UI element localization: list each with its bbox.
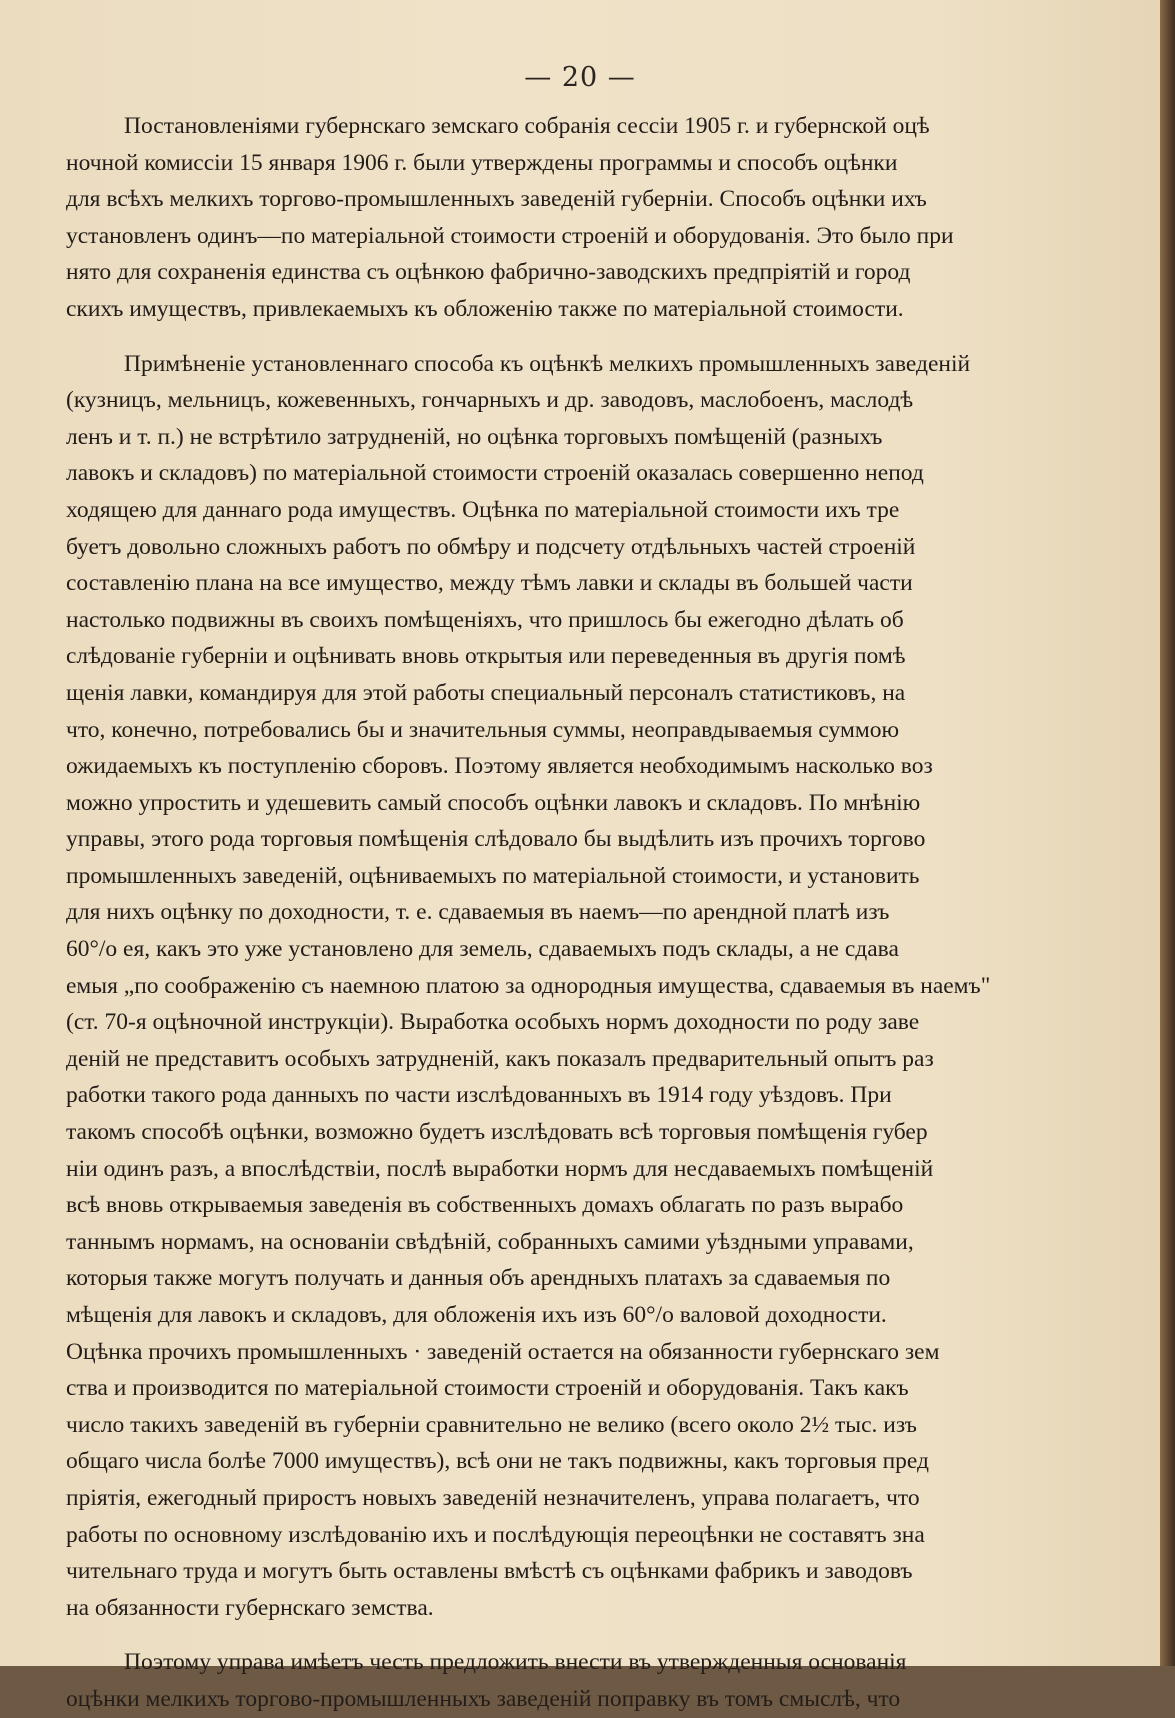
text-line: составленію плана на все имущество, между тѣмъ лавки и склады въ большей части [66,570,913,597]
text-line: число такихъ заведеній въ губерніи сравнительно не велико (всего около 2½ тыс. изъ [66,1411,917,1438]
text-line: можно упростить и удешевить самый способъ оцѣнки лавокъ и складовъ. По мнѣнію [66,789,921,816]
paragraph [66,108,1160,328]
text-line: для нихъ оцѣнку по доходности, т. е. сдаваемыя въ наемъ—по арендной платѣ изъ [66,899,890,926]
paragraph [66,346,1160,1627]
text-line: управы, этого рода торговыя помѣщенія слѣдовало бы выдѣлить изъ прочихъ торгово [66,826,926,853]
text-line: промышленныхъ заведеній, оцѣниваемыхъ по матеріальной стоимости, и установить [66,862,920,889]
text-line: таннымъ нормамъ, на основаніи свѣдѣній, собранныхъ самими уѣздными управами, [66,1228,914,1255]
text-line: (ст. 70-я оцѣночной инструкціи). Выработка особыхъ нормъ доходности по роду заве [66,1009,920,1036]
text-line: щенія лавки, командируя для этой работы специальный персоналъ статистиковъ, на [66,679,906,706]
text-line: нято для сохраненія единства съ оцѣнкою фабрично-заводскихъ предпріятій и город [66,259,911,286]
page-number: — 20 — [524,62,636,93]
text-line: которыя также могутъ получать и данныя объ арендныхъ платахъ за сдаваемыя по [66,1265,891,1292]
text-line: ства и производится по матеріальной стоимости строеній и оборудованія. Такъ какъ [66,1375,909,1402]
paragraph-gap [66,1626,1160,1644]
text-line: чительнаго труда и могутъ быть оставлены вмѣстѣ съ оцѣнками фабрикъ и заводовъ [66,1558,913,1585]
text-line: ніи одинъ разъ, а впослѣдствіи, послѣ выработки нормъ для несдаваемыхъ помѣщеній [66,1155,934,1182]
text-line: такомъ способѣ оцѣнки, возможно будетъ изслѣдовать всѣ торговыя помѣщенія губер [66,1119,928,1146]
text-line: Оцѣнка прочихъ промышленныхъ · заведеній остается на обязанности губернскаго зем [66,1338,940,1365]
text-line: ночной комиссіи 15 января 1906 г. были утверждены программы и способъ оцѣнки [66,149,898,176]
text-line: общаго числа болѣе 7000 имуществъ), всѣ они не такъ подвижны, какъ торговыя пред [66,1448,929,1475]
text-line: на обязанности губернскаго земства. [66,1594,434,1621]
text-line: что, конечно, потребовались бы и значительныя суммы, неоправдываемыя суммою [66,716,899,743]
text-line: Постановленіями губернскаго земскаго собранія сессіи 1905 г. и губернской оцѣ [124,113,930,139]
text-line: установленъ одинъ—по матеріальной стоимости строеній и оборудованія. Это было при [66,222,954,249]
text-line: мѣщенія для лавокъ и складовъ, для обложенія ихъ изъ 60°/о валовой доходности. [66,1302,887,1328]
text-line: для всѣхъ мелкихъ торгово-промышленныхъ заведеній губерніи. Способъ оцѣнки ихъ [66,186,927,213]
text-line: Поэтому управа имѣетъ честь предложить внести въ утвержденныя основанія [124,1649,907,1676]
text-line: емыя „по соображенію съ наемною платою за однородныя имущества, сдаваемыя въ наемъ" [66,972,991,999]
text-line: слѣдованіе губерніи и оцѣнивать вновь открытыя или переведенныя въ другія помѣ [66,643,906,670]
text-line: скихъ имуществъ, привлекаемыхъ къ обложенію также по матеріальной стоимости. [66,295,904,322]
text-line: (кузницъ, мельницъ, кожевенныхъ, гончарныхъ и др. заводовъ, маслобоенъ, маслодѣ [66,387,914,414]
paragraph [66,1644,1160,1717]
text-line: настолько подвижны въ своихъ помѣщеніяхъ, что пришлось бы ежегодно дѣлать об [66,606,904,633]
page-edge-binding [1160,0,1175,1666]
text-line: ожидаемыхъ къ поступленію сборовъ. Поэтому является необходимымъ насколько воз [66,753,933,780]
document-body [66,108,1160,1718]
text-line: Примѣненіе установленнаго способа къ оцѣнкѣ мелкихъ промышленныхъ заведеній [124,350,971,377]
text-line: 60°/о ея, какъ это уже установлено для земель, сдаваемыхъ подъ склады, а не сдава [66,936,899,963]
text-line: всѣ вновь открываемыя заведенія въ собственныхъ домахъ облагать по разъ вырабо [66,1192,904,1219]
text-line: оцѣнки мелкихъ торгово-промышленныхъ заведеній поправку въ томъ смыслѣ, что [66,1685,901,1712]
paragraph-gap [66,328,1160,346]
text-line: ленъ и т. п.) не встрѣтило затрудненій, но оцѣнка торговыхъ помѣщеній (разныхъ [66,423,883,450]
text-line: буетъ довольно сложныхъ работъ по обмѣру и подсчету отдѣльныхъ частей строеній [66,533,916,560]
text-line: работы по основному изслѣдованію ихъ и послѣдующія переоцѣнки не составятъ зна [66,1521,925,1548]
text-line: деній не представитъ особыхъ затрудненій, какъ показалъ предварительный опытъ раз [66,1045,934,1072]
text-line: пріятія, ежегодный приростъ новыхъ заведеній незначителенъ, управа полагаетъ, что [66,1484,920,1511]
text-line: ходящею для даннаго рода имуществъ. Оцѣнка по матеріальной стоимости ихъ тре [66,496,900,523]
text-line: лавокъ и складовъ) по матеріальной стоимости строеній оказалась совершенно непод [66,460,924,487]
text-line: работки такого рода данныхъ по части изслѣдованныхъ въ 1914 году уѣздовъ. При [66,1082,892,1109]
